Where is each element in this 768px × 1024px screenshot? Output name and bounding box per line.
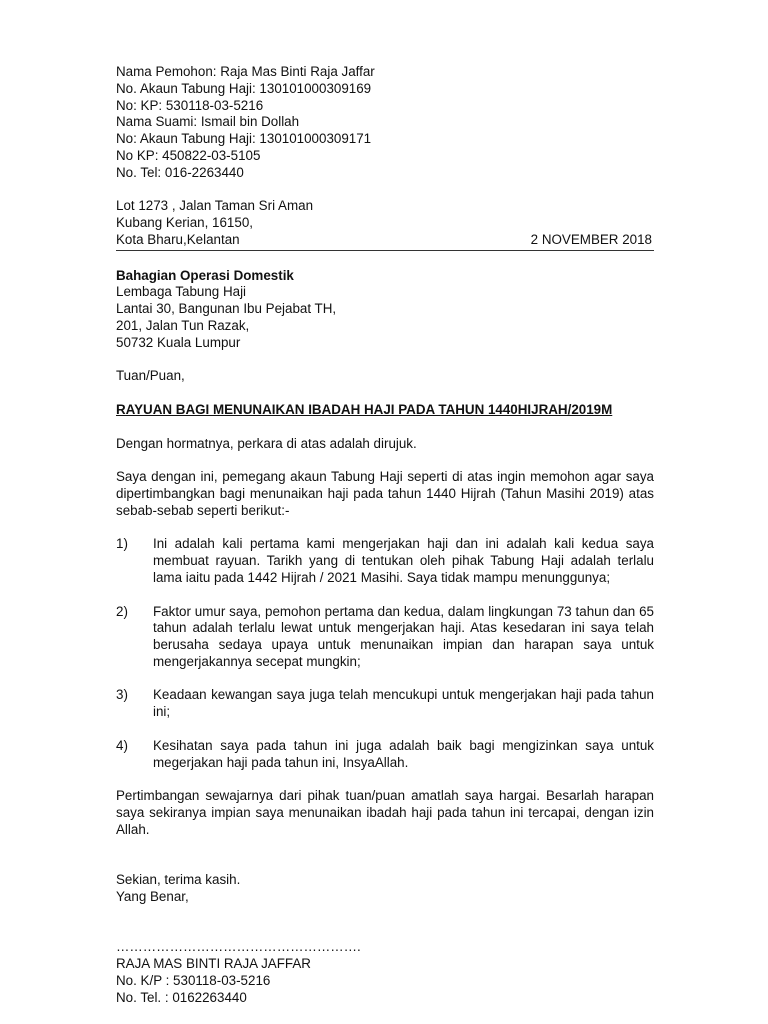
list-text: Faktor umur saya, pemohon pertama dan kedua, dalam lingkungan 73 tahun dan 65 tahun adalah terlalu lewat untuk mengerjakan haji. Atas kesedaran ini saya telah berusaha sedaya upaya untuk menunaikan impian dan harapan saya untuk mengerjakannya secepat mungkin; bbox=[153, 603, 654, 669]
list-number: 1) bbox=[116, 536, 128, 552]
list-text: Ini adalah kali pertama kami mengerjakan haji dan ini adalah kali kedua saya membuat rayuan. Tarikh yang di tentukan oleh pihak Tabung Haji adalah terlalu lama iaitu pada 1442 Hijrah / 2021 Masihi. Saya tidak mampu menunggunya; bbox=[153, 536, 654, 585]
recipient-line: 50732 Kuala Lumpur bbox=[116, 334, 241, 350]
signatory-name: RAJA MAS BINTI RAJA JAFFAR bbox=[116, 956, 311, 972]
applicant-account: No. Akaun Tabung Haji: 130101000309169 bbox=[116, 80, 372, 96]
list-number: 2) bbox=[116, 603, 128, 619]
list-item bbox=[116, 536, 654, 586]
sender-address-line: Lot 1273 , Jalan Taman Sri Aman bbox=[116, 198, 314, 214]
list-text: Keadaan kewangan saya juga telah mencukupi untuk mengerjakan haji pada tahun ini; bbox=[153, 687, 654, 720]
husband-name: Nama Suami: Ismail bin Dollah bbox=[116, 114, 300, 130]
sender-address-line: Kota Bharu,Kelantan bbox=[116, 231, 240, 247]
closing-thanks: Sekian, terima kasih. bbox=[116, 872, 241, 888]
address-date-row bbox=[116, 232, 654, 251]
closing-yours: Yang Benar, bbox=[116, 889, 189, 905]
applicant-ic: No: KP: 530118-03-5216 bbox=[116, 97, 264, 113]
recipient-line: Lembaga Tabung Haji bbox=[116, 284, 247, 300]
applicant-info bbox=[116, 64, 654, 182]
signatory-ic: No. K/P : 530118-03-5216 bbox=[116, 973, 271, 989]
opening-paragraph: Dengan hormatnya, perkara di atas adalah dirujuk. bbox=[116, 435, 417, 451]
sender-address bbox=[116, 198, 654, 250]
list-item bbox=[116, 604, 654, 671]
recipient-line: 201, Jalan Tun Razak, bbox=[116, 317, 250, 333]
recipient-line: Lantai 30, Bangunan Ibu Pejabat TH, bbox=[116, 301, 337, 317]
closing-paragraph: Pertimbangan sewajarnya dari pihak tuan/puan amatlah saya hargai. Besarlah harapan saya sekiranya impian saya menunaikan ibadah haji pada tahun ini tercapai, dengan izin Allah. bbox=[116, 788, 654, 837]
list-text: Kesihatan saya pada tahun ini juga adalah baik bagi mengizinkan saya untuk megerjakan haji pada tahun ini, InsyaAllah. bbox=[153, 737, 654, 770]
applicant-name: Nama Pemohon: Raja Mas Binti Raja Jaffar bbox=[116, 64, 375, 79]
signature-line: ………………………………………………. bbox=[116, 939, 361, 955]
recipient-department: Bahagian Operasi Domestik bbox=[116, 267, 294, 283]
letter-subject: RAYUAN BAGI MENUNAIKAN IBADAH HAJI PADA TAHUN 1440HIJRAH/2019M bbox=[116, 401, 613, 417]
salutation: Tuan/Puan, bbox=[116, 368, 185, 384]
letter-date: 2 NOVEMBER 2018 bbox=[530, 231, 652, 247]
letter-page bbox=[116, 64, 654, 1007]
list-item bbox=[116, 687, 654, 721]
husband-account: No: Akaun Tabung Haji: 130101000309171 bbox=[116, 131, 372, 147]
recipient-address bbox=[116, 268, 654, 352]
signatory-phone: No. Tel. : 0162263440 bbox=[116, 989, 247, 1005]
sender-address-line: Kubang Kerian, 16150, bbox=[116, 215, 253, 231]
list-item bbox=[116, 738, 654, 772]
list-number: 4) bbox=[116, 737, 128, 753]
intro-paragraph: Saya dengan ini, pemegang akaun Tabung Haji seperti di atas ingin memohon agar saya dipertimbangkan bagi menunaikan haji pada tahun 1440 Hijrah (Tahun Masihi 2019) atas sebab-sebab seperti berikut:- bbox=[116, 469, 654, 518]
applicant-phone: No. Tel: 016-2263440 bbox=[116, 164, 244, 180]
list-number: 3) bbox=[116, 687, 128, 703]
husband-ic: No KP: 450822-03-5105 bbox=[116, 147, 261, 163]
